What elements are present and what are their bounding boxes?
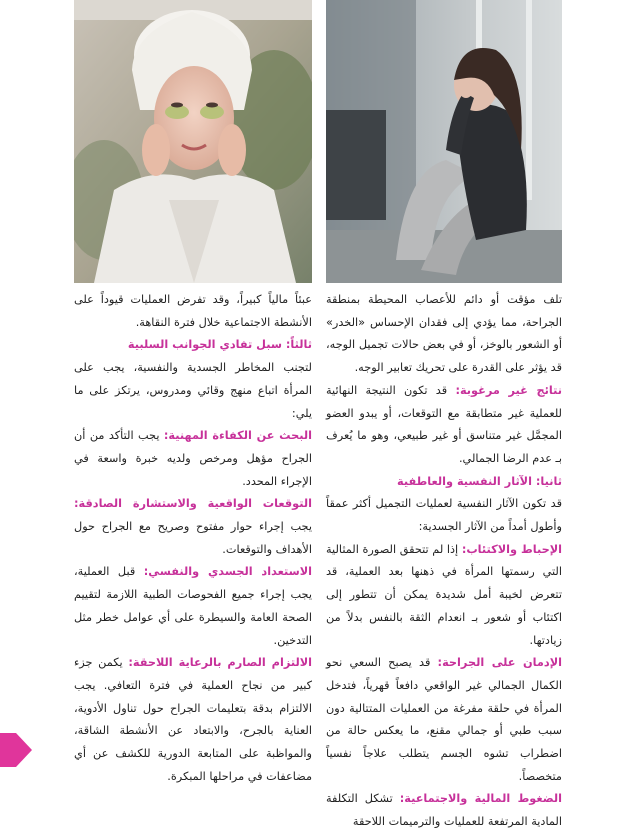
- paragraph: الالتزام الصارم بالرعاية اللاحقة: يكمن جزء كبير من نجاح العملية في فترة التعافي. يجب الالتزام بدقة بتعليمات الجراح حول تناول الأدوية، العناية بالجرح، والابتعاد عن الأنشطة الشاقة، والمواظبة على المتابعة الدورية للكشف عن أي مضاعفات في مراحلها المبكرة.: [74, 656, 312, 783]
- subheading: الإحباط والاكتئاب:: [461, 542, 562, 556]
- subheading: نتائج غير مرغوبة:: [455, 383, 562, 397]
- paragraph: نتائج غير مرغوبة: قد تكون النتيجة النهائية للعملية غير متطابقة مع التوقعات، أو يبدو العضو المجمَّل غير متناسق أو غير طبيعي، وهو ما يُعرف بـ عدم الرضا الجمالي.: [326, 383, 562, 465]
- left-text-column: [74, 289, 312, 788]
- paragraph: التوقعات الواقعية والاستشارة الصادقة: يجب إجراء حوار مفتوح وصريح مع الجراح حول الأهداف والتوقعات.: [74, 497, 312, 556]
- section-heading: ثانيا: الآثار النفسية والعاطفية: [397, 474, 562, 488]
- subheading: الإدمان على الجراحة:: [437, 656, 562, 670]
- paragraph: الضغوط المالية والاجتماعية: تشكل التكلفة المادية المرتفعة للعمليات والترميمات اللاحقة: [326, 792, 563, 829]
- subheading: الاستعداد الجسدي والنفسي:: [143, 565, 312, 579]
- paragraph: عبئاً مالياً كبيراً، وقد تفرض العمليات قيوداً على الأنشطة الاجتماعية خلال فترة النقاهة.: [74, 293, 312, 329]
- paragraph: لتجنب المخاطر الجسدية والنفسية، يجب على المرأة اتباع منهج وقائي ومدروس، يرتكز على ما يلي:: [74, 361, 312, 420]
- subheading: الالتزام الصارم بالرعاية اللاحقة:: [128, 656, 312, 670]
- paragraph: قد تكون الآثار النفسية لعمليات التجميل أكثر عمقاً وأطول أمداً من الآثار الجسدية:: [326, 497, 562, 534]
- paragraph: الإحباط والاكتئاب: إذا لم تتحقق الصورة المثالية التي رسمتها المرأة في ذهنها بعد العملية، قد تتعرض لخيبة أمل شديدة يمكن أن تتطور إلى اكتئاب أو شعور بـ انعدام الثقة بالنفس بدلاً من زيادتها.: [326, 542, 562, 647]
- paragraph: الاستعداد الجسدي والنفسي: قبل العملية، يجب إجراء جميع الفحوصات الطبية اللازمة لتقييم الصحة العامة والسيطرة على أي عوامل خطر مثل التدخين.: [74, 565, 312, 647]
- subheading: البحث عن الكفاءة المهنية:: [163, 429, 313, 443]
- paragraph: تلف مؤقت أو دائم للأعصاب المحيطة بمنطقة الجراحة، مما يؤدي إلى فقدان الإحساس «الخدر» أو الشعور بالوخز، أو في بعض حالات تجميل الوجه، قد يؤثر على القدرة على تحريك تعابير الوجه.: [326, 293, 562, 375]
- section-heading: ثالثاً: سبل تفادي الجوانب السلبية: [127, 338, 312, 352]
- paragraph: البحث عن الكفاءة المهنية: يجب التأكد من أن الجراح مؤهل ومرخص ولديه خبرة واسعة في الإجراء المحدد.: [74, 429, 313, 488]
- woman-sitting-distressed-photo: [326, 0, 562, 283]
- right-text-column: [326, 289, 562, 834]
- subheading: التوقعات الواقعية والاستشارة الصادقة:: [74, 497, 312, 511]
- page-tab-marker: [0, 733, 32, 767]
- subheading: الضغوط المالية والاجتماعية:: [399, 792, 563, 806]
- paragraph: الإدمان على الجراحة: قد يصبح السعي نحو الكمال الجمالي غير الواقعي دافعاً قهرياً، فتدخل المرأة في حلقة مفرغة من العمليات المتتالية دون سبب طبي أو جمالي مقنع، ما يعكس حالة من اضطراب تشوه الجسم يتطلب علاجاً نفسياً متخصصاً.: [326, 656, 562, 783]
- woman-towel-eye-patches-photo: [74, 0, 312, 283]
